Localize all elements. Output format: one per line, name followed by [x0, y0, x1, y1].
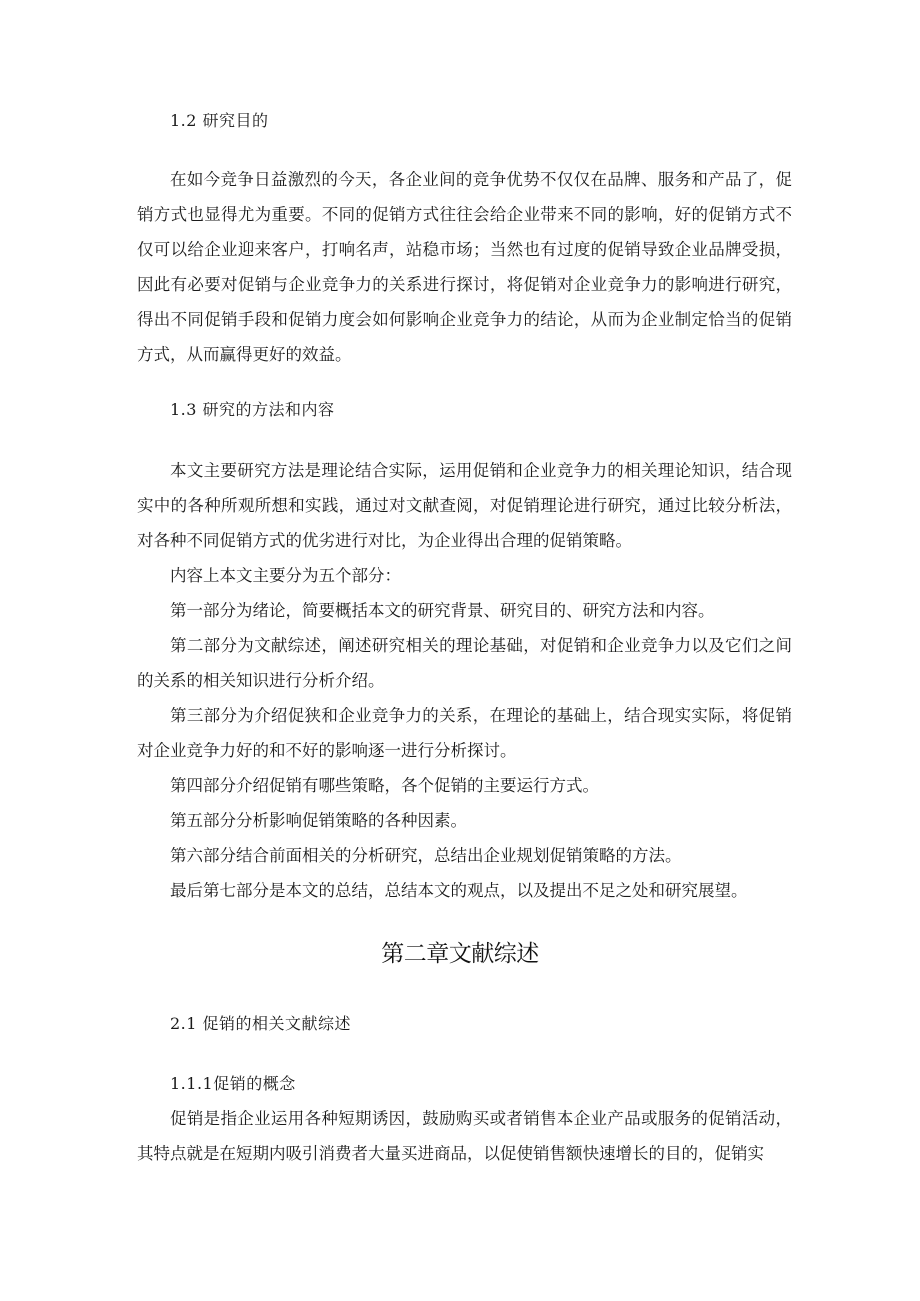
section-heading-1-2: 1.2 研究目的: [170, 111, 269, 130]
paragraph-content-intro: 内容上本文主要分为五个部分：: [170, 566, 401, 585]
section-heading-2-1: 2.1 促销的相关文献综述: [170, 1014, 352, 1033]
paragraph-part-5: 第五部分分析影响促销策略的各种因素。: [170, 811, 467, 830]
paragraph-part-6: 第六部分结合前面相关的分析研究，总结出企业规划促销策略的方法。: [170, 846, 682, 865]
research-method-block: [137, 453, 792, 908]
paragraph-part-3: 第三部分为介绍促狭和企业竞争力的关系，在理论的基础上，结合现实实际，将促销对企业竞争力好的和不好的影响逐一进行分析探讨。: [137, 706, 792, 760]
chapter-2-title: 第二章文献综述: [381, 941, 539, 967]
section-heading-1-3: 1.3 研究的方法和内容: [170, 400, 335, 419]
subsection-heading-1-1-1: 1.1.1促销的概念: [170, 1074, 296, 1093]
promotion-concept-block: [137, 1101, 792, 1171]
paragraph-part-1: 第一部分为绪论，简要概括本文的研究背景、研究目的、研究方法和内容。: [170, 601, 715, 620]
research-purpose-block: [137, 162, 792, 372]
paragraph-part-2: 第二部分为文献综述，阐述研究相关的理论基础，对促销和企业竞争力以及它们之间的关系的相关知识进行分析介绍。: [137, 636, 792, 690]
paragraph-part-7: 最后第七部分是本文的总结，总结本文的观点，以及提出不足之处和研究展望。: [170, 881, 748, 900]
paragraph-research-purpose: 在如今竞争日益激烈的今天，各企业间的竞争优势不仅仅在品牌、服务和产品了，促销方式也显得尤为重要。不同的促销方式往往会给企业带来不同的影响，好的促销方式不仅可以给企业迎来客户，打响名声，站稳市场；当然也有过度的促销导致企业品牌受损，因此有必要对促销与企业竞争力的关系进行探讨，将促销对企业竞争力的影响进行研究，得出不同促销手段和促销力度会如何影响企业竞争力的结论，从而为企业制定恰当的促销方式，从而赢得更好的效益。: [137, 170, 792, 364]
paragraph-part-4: 第四部分介绍促销有哪些策略，各个促销的主要运行方式。: [170, 776, 599, 795]
paragraph-promotion-concept: 促销是指企业运用各种短期诱因，鼓励购买或者销售本企业产品或服务的促销活动，其特点就是在短期内吸引消费者大量买进商品，以促使销售额快速增长的目的，促销实: [137, 1109, 792, 1163]
paragraph-research-method: 本文主要研究方法是理论结合实际，运用促销和企业竞争力的相关理论知识，结合现实中的各种所观所想和实践，通过对文献查阅，对促销理论进行研究，通过比较分析法，对各种不同促销方式的优劣进行对比，为企业得出合理的促销策略。: [137, 461, 792, 550]
